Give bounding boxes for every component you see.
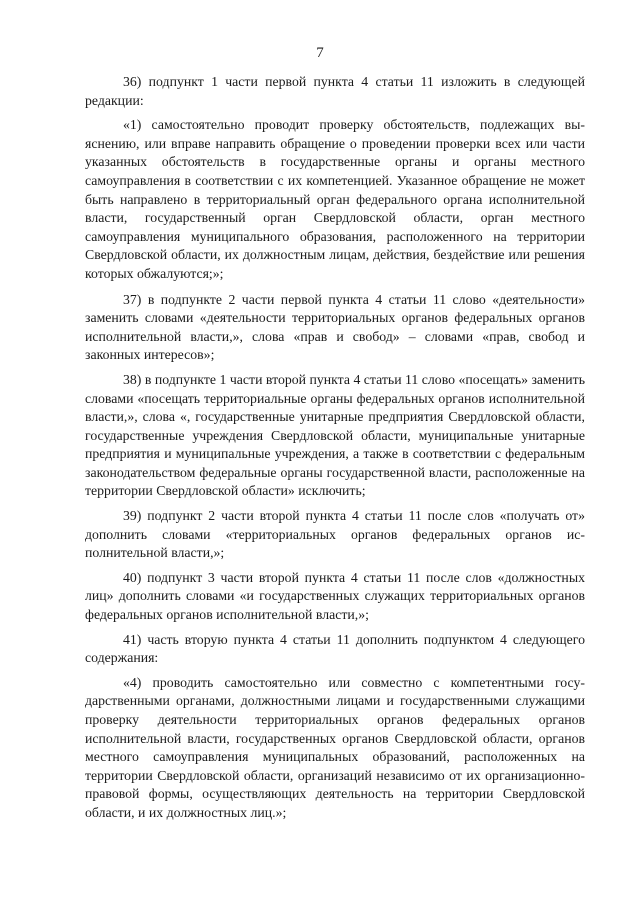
page-number: 7 bbox=[316, 45, 324, 61]
paragraph-item-37: 37) в подпункте 2 части первой пункта 4 статьи 11 слово «деятельности» заменить словами «деятельности территориальных органов федеральных органов исполнительной власти,», слова «прав и свобод» – словами «прав, свобод и законных интересов»; bbox=[85, 291, 585, 363]
document-body bbox=[85, 73, 585, 830]
paragraph-item-40: 40) подпункт 3 части второй пункта 4 статьи 11 после слов «должностных лиц» дополнить словами «и государственных служащих территориальных органов федеральных органов исполнительной власти,»; bbox=[85, 569, 585, 623]
paragraph-item-39: 39) подпункт 2 части второй пункта 4 статьи 11 после слов «получать от» дополнить словами «территориальных органов федеральных органов исполнительной власти,»; bbox=[85, 508, 585, 561]
paragraph-quoted-subitem-4: «4) проводить самостоятельно или совместно с компетентными государственными органами, должностными лицами и государственными служащими проверку деятельности территориальных органов федеральных органов исполнительной власти, государственных органов Свердловской области, органов местного самоуправления муниципальных образований, расположенных на территории Свердловской области, организаций независимо от их организационно-правовой формы, осуществляющих деятельность на территории Свердловской области, и их должностных лиц.»; bbox=[85, 674, 585, 820]
paragraph-item-38: 38) в подпункте 1 части второй пункта 4 статьи 11 слово «посещать» заменить словами «посещать территориальные органы федеральных органов исполнительной власти,», слова «, государственные унитарные предприятия Свердловской области, государственные учреждения Свердловской области, муниципальные унитарные предприятия и муниципальные учреждения, а также в соответствии с федеральным законодательством федеральные органы государственной власти, расположенные на территории Свердловской области» исключить; bbox=[85, 371, 585, 499]
paragraph-quoted-subitem-1: «1) самостоятельно проводит проверку обстоятельств, подлежащих выяснению, или вправе направить обращение о проведении проверки всех или части указанных обстоятельств в государственные органы и органы местного самоуправления в соответствии с их компетенцией. Указанное обращение не может быть направлено в территориальный орган федерального органа исполнительной власти, государственный орган Свердловской области, орган местного самоуправления муниципального образования, расположенного на территории Свердловской области, их должностным лицам, действия, бездействие или решения которых обжалуются;»; bbox=[85, 117, 585, 281]
paragraph-item-41: 41) часть вторую пункта 4 статьи 11 дополнить подпунктом 4 следующего содержания: bbox=[85, 631, 585, 666]
paragraph-item-36: 36) подпункт 1 части первой пункта 4 статьи 11 изложить в следующей редакции: bbox=[85, 74, 585, 108]
